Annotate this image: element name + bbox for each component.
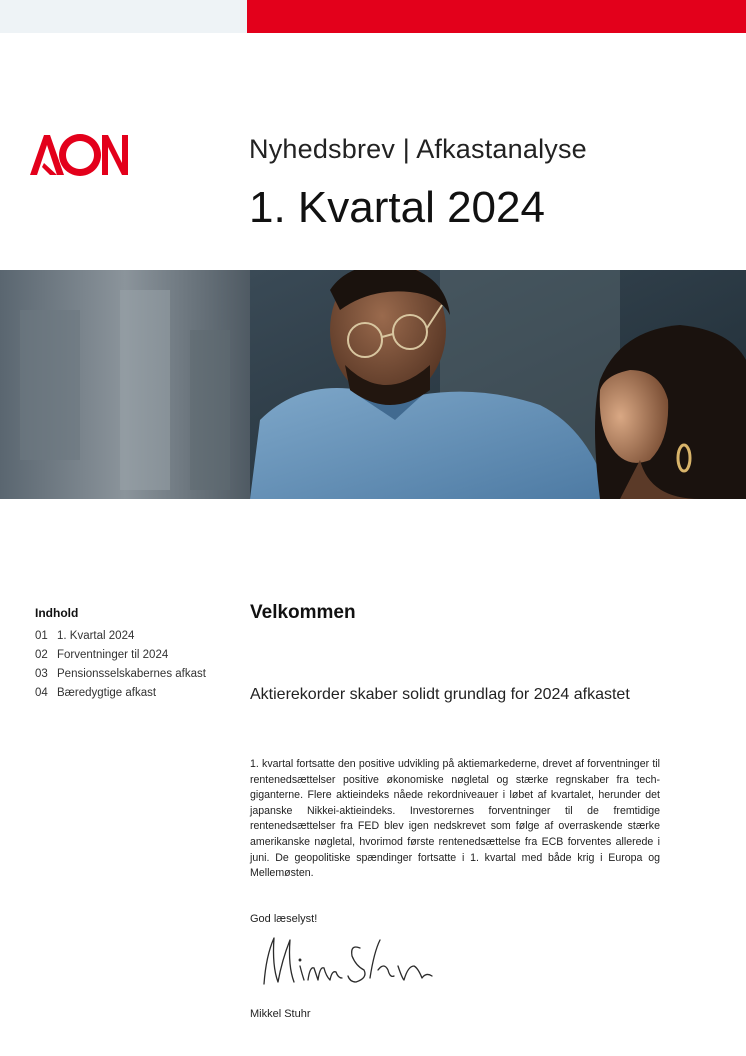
article-body: 1. kvartal fortsatte den positive udvikling på aktiemarkederne, drevet af forventninger til rentenedsættelser positive økonomiske nøgletal og stærke regnskaber fra tech-giganterne. Flere aktieindeks nåede rekordniveauer i løbet af kvartalet, herunder det japanske Nikkei-aktieindeks. Investorernes forventninger til de fremtidige rentenedsættelser fra FED blev igen nedskrevet som følge af overraskende stærke amerikanske nøgletal, hvorimod første rentenedsættelse fra ECB forventes allerede i juni. De geopolitiske spændinger fortsatte i 1. kvartal med både krig i Europa og Mellemøsten. [250, 758, 660, 880]
handwritten-signature [252, 926, 442, 996]
signer-name: Mikkel Stuhr [250, 1008, 311, 1020]
toc-item[interactable] [35, 627, 206, 646]
toc-item-number: 02 [35, 649, 48, 661]
toc-heading: Indhold [35, 606, 79, 620]
hero-photo [0, 270, 746, 499]
toc-item-number: 03 [35, 668, 48, 680]
toc-item-label: Forventninger til 2024 [57, 649, 169, 661]
greeting: God læselyst! [250, 913, 318, 925]
page-title: 1. Kvartal 2024 [249, 183, 545, 232]
table-of-contents [35, 627, 206, 703]
welcome-heading: Velkommen [250, 602, 356, 623]
toc-item-label: Pensionsselskabernes afkast [57, 668, 206, 680]
toc-item-label: Bæredygtige afkast [57, 687, 157, 699]
top-bar-light [0, 0, 247, 33]
toc-item[interactable] [35, 684, 206, 703]
article-headline: Aktierekorder skaber solidt grundlag for 2024 afkastet [250, 686, 630, 703]
toc-item[interactable] [35, 646, 206, 665]
top-bar-red [247, 0, 746, 33]
newsletter-subtitle: Nyhedsbrev | Afkastanalyse [249, 134, 587, 164]
toc-item-number: 04 [35, 687, 48, 699]
toc-item-number: 01 [35, 630, 48, 642]
toc-item-label: 1. Kvartal 2024 [57, 630, 135, 642]
toc-item[interactable] [35, 665, 206, 684]
aon-logo [30, 133, 128, 177]
